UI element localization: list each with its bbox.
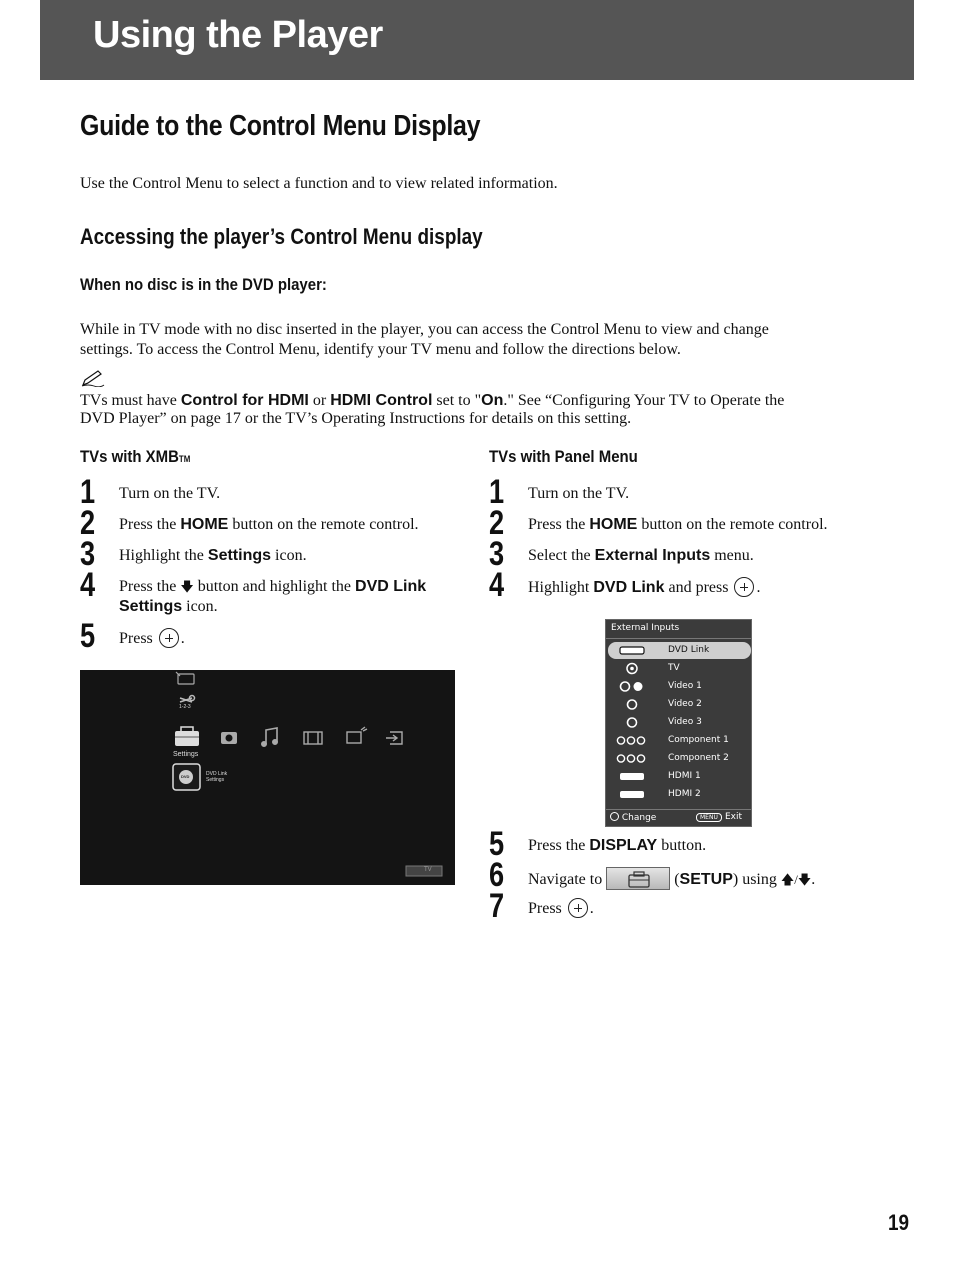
panel-row-component-1: Component 1 [608,732,751,749]
external-inputs-screenshot [605,619,752,827]
panel-row-component-2: Component 2 [608,750,751,767]
chapter-banner [40,0,914,80]
no-disc-heading: When no disc is in the DVD player: [80,275,327,294]
xmb-heading: TVs with XMBTM [80,447,191,466]
note-line-2: DVD Player” on page 17 or the TV’s Operating Instructions for details on this setting. [80,410,632,427]
xmb-numbers-label: 1-2-3 [179,704,191,710]
up-down-arrows-icon: 🡅/🡇 [780,872,812,887]
panel-row-video-1: Video 1 [608,678,751,695]
tv-input-icon [176,672,194,684]
no-disc-line-2: settings. To access the Control Menu, identify your TV menu and follow the directions below. [80,341,681,358]
tv-icon [347,727,367,743]
note-line-1: TVs must have Control for HDMI or HDMI Control set to "On." See “Configuring Your TV to Operate the [80,392,785,409]
input-icon [386,732,402,744]
panel-row-tv: TV [608,660,751,677]
video-film-icon [304,732,322,744]
chapter-title: Using the Player [93,14,383,56]
panel-screen-title: External Inputs [606,620,751,639]
note-text [80,392,880,428]
setup-toolbox-icon [606,867,670,890]
dvd-badge: DVD [181,774,190,779]
panel-row-hdmi-2: HDMI 2 [608,786,751,803]
change-icon [610,812,619,821]
panel-row-video-3: Video 3 [608,714,751,731]
xmb-screenshot [80,670,455,885]
panel-heading: TVs with Panel Menu [489,447,638,466]
menu-key-badge: MENU [696,813,722,822]
xmb-tv-badge-label: TV [424,867,432,873]
down-arrow-icon: 🡇 [180,579,194,594]
subsection-heading: Accessing the player’s Control Menu display [80,224,483,249]
panel-row-dvd-link: DVD Link [608,642,751,659]
intro-text: Use the Control Menu to select a function and to view related information. [80,175,558,192]
section-heading: Guide to the Control Menu Display [80,110,481,142]
enter-button-icon [568,898,588,918]
enter-button-icon [734,577,754,597]
page-number: 19 [888,1210,910,1235]
xmb-settings-label: Settings [173,751,199,758]
camera-icon [221,732,237,744]
exit-label: Exit [725,812,743,822]
panel-screen-footer: Change MENU Exit [606,809,751,826]
panel-row-video-2: Video 2 [608,696,751,713]
no-disc-paragraph [80,320,880,360]
music-note-icon [262,728,277,746]
panel-row-hdmi-1: HDMI 1 [608,768,751,785]
no-disc-line-1: While in TV mode with no disc inserted in the player, you can access the Control Menu to view and change [80,321,769,338]
enter-button-icon [159,628,179,648]
xmb-dvd-link-label: DVD Link Settings [206,771,228,783]
settings-toolbox-icon [175,727,199,746]
pencil-note-icon [80,369,106,387]
tools-icon [180,696,195,703]
